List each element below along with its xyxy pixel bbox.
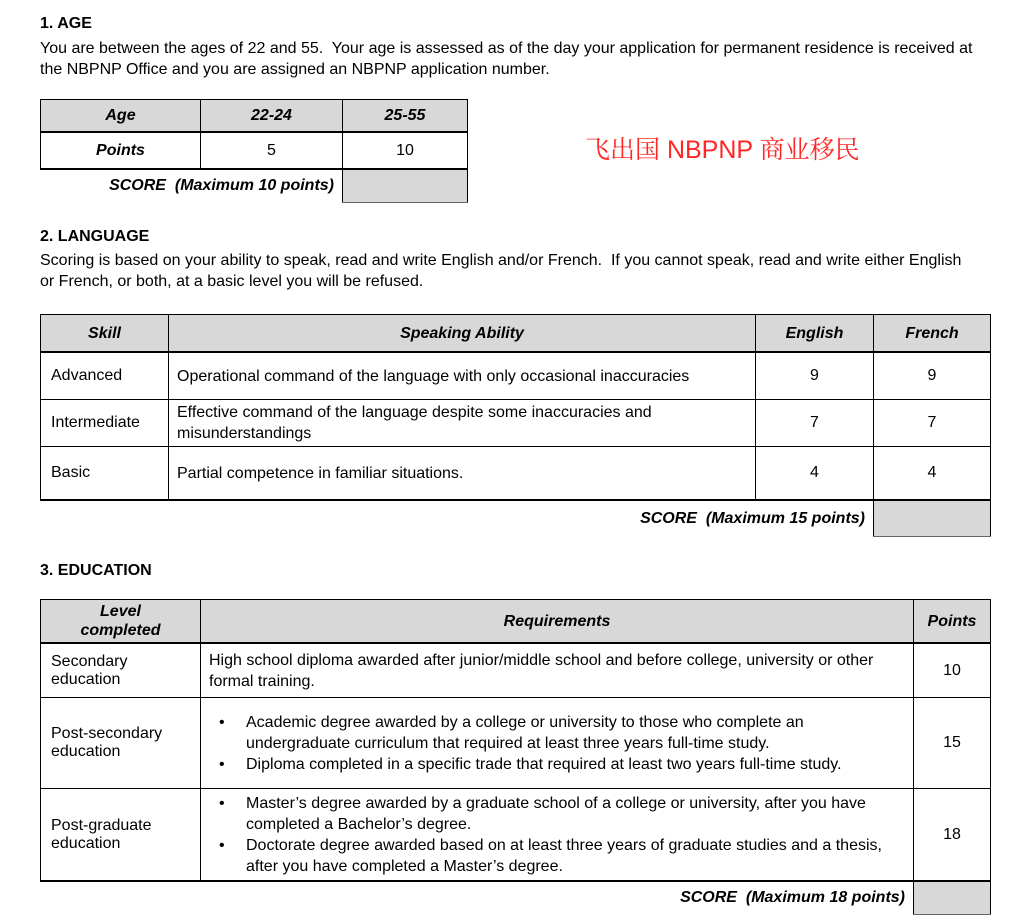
education-row-secondary [41,643,991,698]
age-header-age: Age [41,100,201,133]
language-points-table [40,314,991,537]
age-score-input-cell [343,169,468,203]
age-section-heading: 1. AGE [40,15,92,32]
points-cell: 15 [914,698,991,789]
age-score-label: SCORE (Maximum 10 points) [41,169,343,203]
language-row-basic [41,447,991,501]
language-header-skill: Skill [41,315,169,353]
french-points-cell: 4 [874,447,991,501]
age-header-25-55: 25-55 [343,100,468,133]
requirements-cell [201,698,914,789]
education-table-header-row [41,600,991,644]
language-header-french: French [874,315,991,353]
level-cell: Post-secondary education [41,698,201,789]
skill-cell: Basic [41,447,169,501]
education-header-points: Points [914,600,991,644]
language-row-intermediate [41,400,991,447]
education-row-post-secondary [41,698,991,789]
skill-cell: Advanced [41,352,169,400]
age-header-22-24: 22-24 [201,100,343,133]
level-cell: Post-graduate education [41,789,201,882]
requirement-bullet: • Academic degree awarded by a college or university to those who complete an undergraduate curriculum that required at least three years full-time study. [209,712,905,754]
language-paragraph: Scoring is based on your ability to speak, read and write English and/or French. If you cannot speak, read and write either English or French, or both, at a basic level you will be refused. [40,252,966,290]
language-score-input-cell [874,500,991,537]
english-points-cell: 9 [756,352,874,400]
ability-cell: Partial competence in familiar situations. [169,447,756,501]
education-score-row [41,881,991,915]
age-points-label: Points [41,132,201,169]
age-points-row [41,132,468,169]
language-table-header-row [41,315,991,353]
requirement-bullet: • Diploma completed in a specific trade that required at least two years full-time study. [209,754,905,775]
language-score-label: SCORE (Maximum 15 points) [41,500,874,537]
age-paragraph: You are between the ages of 22 and 55. Your age is assessed as of the day your application for permanent residence is received at the NBPNP Office and you are assigned an NBPNP application number. [40,40,977,78]
french-points-cell: 9 [874,352,991,400]
education-header-requirements: Requirements [201,600,914,644]
requirements-cell [201,789,914,882]
language-section-heading: 2. LANGUAGE [40,228,150,245]
education-score-input-cell [914,881,991,915]
watermark-text: 飞出国 NBPNP 商业移民 [585,136,860,164]
requirements-cell: High school diploma awarded after junior/middle school and before college, university or other formal training. [201,643,914,698]
points-cell: 18 [914,789,991,882]
age-table-header-row [41,100,468,133]
english-points-cell: 4 [756,447,874,501]
age-points-table [40,99,468,203]
education-header-level: Level completed [41,600,201,644]
requirement-bullet: • Master’s degree awarded by a graduate school of a college or university, after you have completed a Bachelor’s degree. [209,793,905,835]
education-score-label: SCORE (Maximum 18 points) [41,881,914,915]
education-section-heading: 3. EDUCATION [40,562,152,579]
ability-cell: Operational command of the language with only occasional inaccuracies [169,352,756,400]
age-points-22-24: 5 [201,132,343,169]
education-points-table [40,599,991,915]
age-points-25-55: 10 [343,132,468,169]
language-row-advanced [41,352,991,400]
language-score-row [41,500,991,537]
language-header-speaking-ability: Speaking Ability [169,315,756,353]
requirement-bullet: • Doctorate degree awarded based on at least three years of graduate studies and a thesis, after you have completed a Master’s degree. [209,835,905,877]
points-cell: 10 [914,643,991,698]
french-points-cell: 7 [874,400,991,447]
age-score-row [41,169,468,203]
language-header-english: English [756,315,874,353]
level-cell: Secondary education [41,643,201,698]
ability-cell: Effective command of the language despite some inaccuracies and misunderstandings [169,400,756,447]
english-points-cell: 7 [756,400,874,447]
skill-cell: Intermediate [41,400,169,447]
education-row-post-graduate [41,789,991,882]
